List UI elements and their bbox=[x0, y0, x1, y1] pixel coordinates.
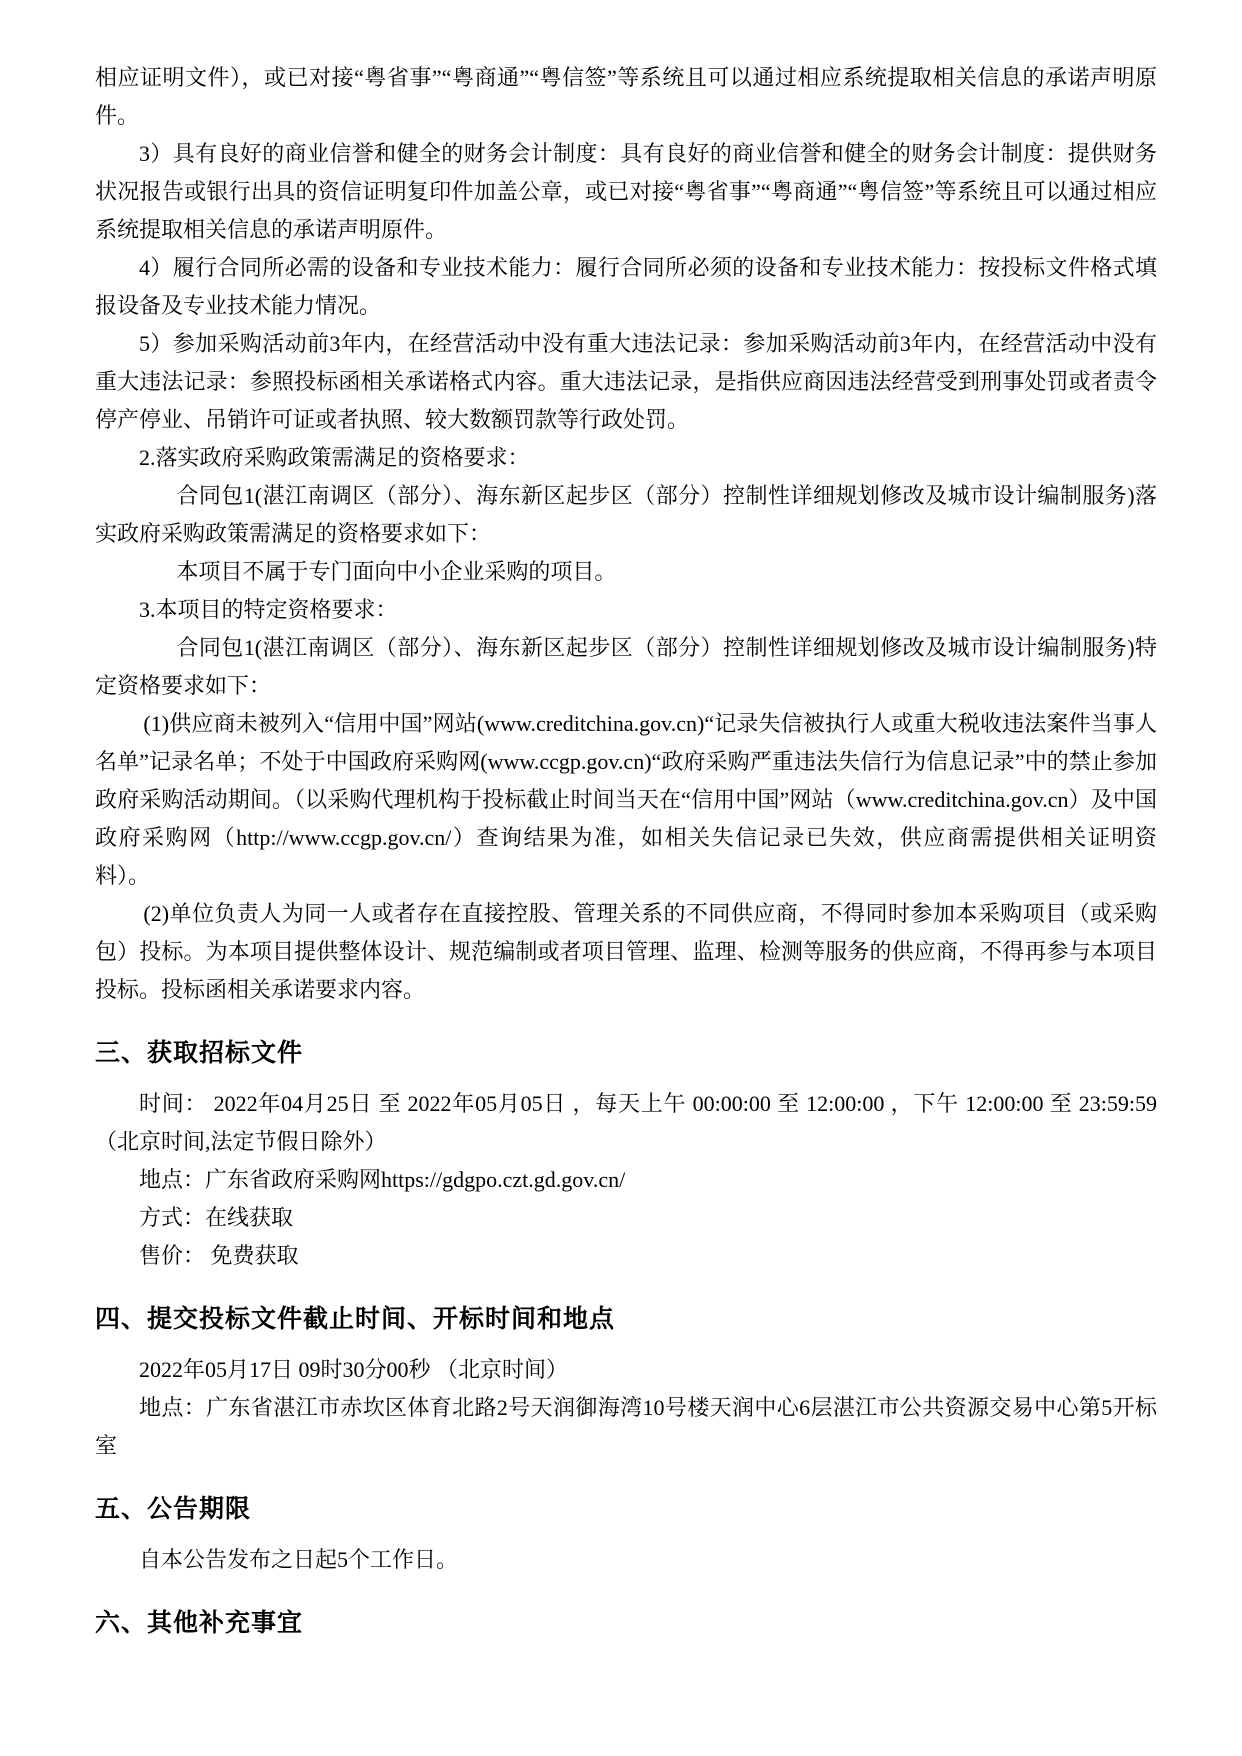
para-obtain-price: 售价： 免费获取 bbox=[139, 1243, 299, 1268]
para-equipment-capability-requirement: 4）履行合同所必需的设备和专业技术能力：履行合同所必须的设备和专业技术能力：按投标文件格式填报设备及专业技术能力情况。 bbox=[95, 255, 1157, 318]
para-announcement-period: 自本公告发布之日起5个工作日。 bbox=[139, 1547, 459, 1572]
para-same-legal-person-restriction: (2)单位负责人为同一人或者存在直接控股、管理关系的不同供应商，不得同时参加本采购项目（或采购包）投标。为本项目提供整体设计、规范编制或者项目管理、监理、检测等服务的供应商，不得再参与本项目投标。投标函相关承诺要求内容。 bbox=[95, 901, 1157, 1002]
para-obtain-time: 时间： 2022年04月25日 至 2022年05月05日 ，每天上午 00:00:00 至 12:00:00 ，下午 12:00:00 至 23:59:59 （北京时间,法定节假日除外） bbox=[95, 1091, 1157, 1154]
para-bid-opening-location: 地点：广东省湛江市赤坎区体育北路2号天润御海湾10号楼天润中心6层湛江市公共资源交易中心第5开标室 bbox=[95, 1395, 1157, 1458]
para-specific-requirements-package: 合同包1(湛江南调区（部分）、海东新区起步区（部分）控制性详细规划修改及城市设计编制服务)特定资格要求如下： bbox=[95, 635, 1157, 698]
para-obtain-method: 方式：在线获取 bbox=[139, 1205, 294, 1230]
section-heading-other-matters: 六、其他补充事宜 bbox=[95, 1608, 304, 1637]
para-deadline-datetime: 2022年05月17日 09时30分00秒 （北京时间） bbox=[139, 1357, 569, 1382]
para-no-major-violations-requirement: 5）参加采购活动前3年内，在经营活动中没有重大违法记录：参加采购活动前3年内，在经营活动中没有重大违法记录：参照投标函相关承诺格式内容。重大违法记录，是指供应商因违法经营受到刑事处罚或者责令停产停业、吊销许可证或者执照、较大数额罚款等行政处罚。 bbox=[95, 331, 1157, 432]
section-heading-announcement-period: 五、公告期限 bbox=[95, 1494, 252, 1523]
para-policy-requirements-package: 合同包1(湛江南调区（部分）、海东新区起步区（部分）控制性详细规划修改及城市设计编制服务)落实政府采购政策需满足的资格要求如下： bbox=[95, 483, 1157, 546]
para-financial-credit-requirement: 3）具有良好的商业信誉和健全的财务会计制度：具有良好的商业信誉和健全的财务会计制度：提供财务状况报告或银行出具的资信证明复印件加盖公章，或已对接“粤省事”“粤商通”“粤信签”等系统且可以通过相应系统提取相关信息的承诺声明原件。 bbox=[95, 141, 1157, 242]
section-heading-obtain-bid-documents: 三、获取招标文件 bbox=[95, 1038, 304, 1067]
section-heading-submission-deadline: 四、提交投标文件截止时间、开标时间和地点 bbox=[95, 1304, 616, 1333]
para-credit-china-requirement: (1)供应商未被列入“信用中国”网站(www.creditchina.gov.cn)“记录失信被执行人或重大税收违法案件当事人名单”记录名单；不处于中国政府采购网(www.ccgp.gov.cn)“政府采购严重违法失信行为信息记录”中的禁止参加政府采购活动期间。（以采购代理机构于投标截止时间当天在“信用中国”网站（www.creditchina.gov.cn）及中国政府采购网（http://www.ccgp.gov.cn/）查询结果为准，如相关失信记录已失效，供应商需提供相关证明资料）。 bbox=[95, 711, 1157, 888]
para-specific-requirements-label: 3.本项目的特定资格要求： bbox=[139, 597, 398, 622]
para-obtain-location: 地点：广东省政府采购网https://gdgpo.czt.gd.gov.cn/ bbox=[139, 1167, 626, 1192]
para-cert-continuation: 相应证明文件），或已对接“粤省事”“粤商通”“粤信签”等系统且可以通过相应系统提取相关信息的承诺声明原件。 bbox=[95, 65, 1157, 128]
para-policy-requirements-label: 2.落实政府采购政策需满足的资格要求： bbox=[139, 445, 530, 470]
para-not-sme-project: 本项目不属于专门面向中小企业采购的项目。 bbox=[176, 559, 617, 584]
